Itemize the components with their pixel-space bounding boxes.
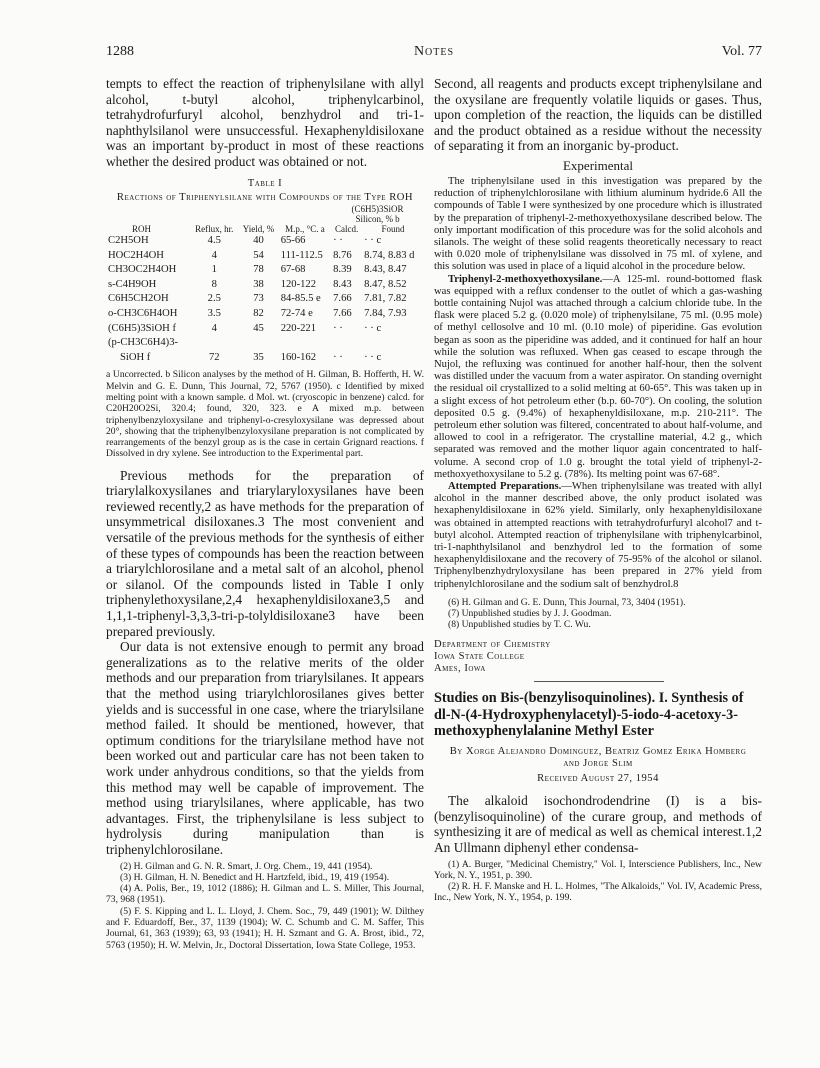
footnote: (7) Unpublished studies by J. J. Goodman. — [448, 608, 612, 620]
table-cell: C6H5CH2OH — [108, 293, 169, 305]
table-cell: 111-112.5 — [280, 249, 323, 261]
table-cell: o-CH3C6H4OH — [108, 307, 178, 319]
procedure-title: Triphenyl-2-methoxyethoxysilane. — [448, 273, 603, 285]
table-cell: 7.81, 7.82 — [364, 293, 407, 305]
table-body — [106, 234, 424, 365]
table-cell: 160-162 — [280, 351, 317, 363]
table-cell: · · — [333, 322, 343, 334]
table-cell: 8.39 — [333, 264, 352, 276]
affiliation-line: Ames, Iowa — [434, 663, 486, 675]
table-cell: 7.84, 7.93 — [364, 307, 407, 319]
table-cell: · · — [333, 234, 343, 246]
table-cell: 82 — [253, 307, 264, 319]
section-divider — [534, 681, 664, 682]
table-row — [106, 249, 424, 264]
table-cell — [362, 336, 424, 351]
table-cell: 38 — [253, 278, 264, 290]
table-cell: (C6H5)3SiOH f — [108, 322, 176, 334]
experimental-paragraph: The triphenylsilane used in this investigation was prepared by the reduction of triphenylchlorosilane with lithium aluminum hydride.6 All the compounds of Table I were synthesized by one procedure which is illustrated by the preparation of triphenyl-2-methoxyethoxysilane described below. The only important modification of this procedure was for the solid alcohols and silanols. The weight of these solid reagents theoretically necessary to react with 0.020 mole of triphenylsilane was dissolved in 75 ml. of xylene, and this solution was used in place of a liquid alcohol in the procedure below. — [434, 175, 762, 273]
footnote: (2) H. Gilman and G. N. R. Smart, J. Org. Chem., 19, 441 (1954). — [120, 860, 373, 872]
col-header: Found — [381, 223, 405, 234]
table-row — [106, 336, 424, 351]
footnote: (1) A. Burger, "Medicinal Chemistry," Vol. I, Interscience Publishers, Inc., New York, N. Y., 1951, p. 390. — [434, 858, 762, 881]
right-column — [434, 76, 762, 904]
table-row — [106, 292, 424, 307]
results-table — [106, 204, 424, 365]
footnote: (2) R. H. F. Manske and H. L. Holmes, "The Alkaloids," Vol. IV, Academic Press, Inc., New York, N. Y., 1954, p. 199. — [434, 881, 762, 904]
table-cell: 7.66 — [333, 293, 352, 305]
left-column — [106, 76, 424, 951]
table-cell: 4 — [211, 322, 217, 334]
table-cell — [279, 336, 331, 351]
page-header — [106, 44, 762, 62]
group-header: (C6H5)3SiOR — [351, 203, 404, 214]
table-notes: a Uncorrected. b Silicon analyses by the method of H. Gilman, B. Hofferth, H. W. Melvin and G. E. Dunn, This Journal, 72, 5767 (1950). c Identified by mixed melting point with a known sample. d Mol. wt. (cryoscopic in benzene) calcd. for C20H20O2Si, 320.4; found, 320, 323. e A mixed m.p. between triphenylbenzyloxysilane and triphenyl-o-cresyloxysilane was depressed about 20°, showing that the triphenylbenzyloxysilane preparation is not complicated by rearrangements of the benzyl group as is the case in certain Grignard reactions. f Dissolved in dry xylene. See introduction to the Experimental part. — [106, 369, 424, 460]
article-paragraph: The alkaloid isochondrodendrine (I) is a bis-(benzylisoquinoline) of the curare group, and methods of synthesizing it are of medical as well as chemical interest.1,2 An Ullmann diphenyl ether condensa- — [434, 793, 762, 855]
attempted-paragraph — [434, 481, 762, 591]
col-header: Calcd. — [335, 223, 359, 234]
footnote: (5) F. S. Kipping and L. L. Lloyd, J. Chem. Soc., 79, 449 (1901); W. Dilthey and F. Eduardoff, Ber., 37, 1139 (1904); W. C. Schumb and C. M. Saffer, This Journal, 61, 363 (1939); 63, 93 (1941); H. H. Szmant and G. A. Brost, ibid., 72, 5763 (1950); H. W. Melvin, Jr., Doctoral Dissertation, Iowa State College, 1953. — [106, 905, 424, 951]
table-cell: · · c — [364, 322, 382, 334]
attempted-text: —When triphenylsilane was treated with allyl alcohol in the manner described above, the only product isolated was hexaphenyldisiloxane in 62% yield. Similarly, only hexaphenyldisiloxane was obtained in attempted reactions with tetrahydrofurfuryl alcohol7 and t-butyl alcohol. Attempted reaction of triphenylsilane with triphenylcarbinol, tri-1-naphthylsilanol and benzhydrol led to the formation of some hexaphenyldisiloxane and the recovery of 75-95% of the alcohol or silanol. Triphenylbenzhydryloxysilane has been prepared in 27% yield from triphenylchlorosilane and the sodium salt of benzhydrol.8 — [434, 481, 762, 590]
left-footnotes — [106, 861, 424, 951]
table-cell: s-C4H9OH — [108, 278, 157, 290]
table-cell: 4.5 — [207, 234, 221, 246]
intro-paragraph: tempts to effect the reaction of triphenylsilane with allyl alcohol, t-butyl alcohol, triphenylcarbinol, tetrahydrofurfuryl alcohol, benzhydrol and tri-1-naphthylsilanol were unsuccessful. Hexaphenyldisiloxane was an important by-product in most of these reactions whether the desired product was obtained or not. — [106, 76, 424, 169]
right-footnotes — [434, 597, 762, 631]
procedure-text: —A 125-ml. round-bottomed flask was equipped with a reflux condenser to the outlet of which a gas-washing bottle containing Nujol was attached through a calcium chloride tube. In the flask were placed 5.2 g. (0.020 mole) of triphenylsilane, 75 ml. (0.95 mole) of methyl cellosolve and 10 ml. (0.10 mole) of piperidine. Gas evolution began as soon as the piperidine was added, and it continued for half an hour while the solution was refluxed. When gas ceased to escape through the Nujol, the refluxing was continued for another half-hour, then the solvent was distilled under the vacuum from a water aspirator. On standing overnight the residual oil crystallized to a solid melting at 60-65°. This was taken up in a slight excess of hot petroleum ether (b.p. 60-70°). On cooling, the solution deposited 0.5 g. (9.4%) of hexaphenyldisiloxane, m.p. 210-211°. The petroleum ether solution was filtered, concentrated to about half-volume, and allowed to cool in a refrigerator. The crystalline material, 4.2 g., which separated was removed and the mother liquor again concentrated to half-volume. A second crop of 1.0 g. brought the total yield of triphenyl-2-methoxyethoxysilane to 5.2 g. (78%). Its melting point was 67-68°. — [434, 273, 762, 480]
table-row — [106, 278, 424, 293]
footnote: (8) Unpublished studies by T. C. Wu. — [448, 619, 591, 631]
table-cell: 40 — [253, 234, 264, 246]
table-cell — [238, 336, 278, 351]
experimental-heading: Experimental — [562, 157, 634, 173]
footnote: (4) A. Polis, Ber., 19, 1012 (1886); H. Gilman and L. S. Miller, This Journal, 73, 968 (1951). — [106, 883, 424, 906]
authors: By Xorge Alejandro Dominguez, Beatriz Gomez Erika Homberg and Jorge Slim — [449, 745, 747, 769]
table-cell: 8.76 — [333, 249, 352, 261]
table-cell: · · c — [364, 234, 382, 246]
table-row — [106, 351, 424, 366]
table-row — [106, 307, 424, 322]
affiliation-line: Department of Chemistry — [434, 638, 551, 650]
data-paragraph: Our data is not extensive enough to permit any broad generalizations as to the relative merits of the older methods and our preparation from triarylsilanes. It appears that the method using triarylchlorosilanes gives better yields and is successful in one case, where the triarylsilane method failed. It should be mentioned, however, that optimum conditions for the triarylsilane method have not been worked out and particular care has not been taken to work under anhydrous conditions, so that the yields from this method may well be capable of improvement. The method using triarylsilanes, where applicable, has two advantages. First, the triphenylsilane is less subject to hydrolysis during manipulation than is triphenylchlorosilane. — [106, 639, 424, 857]
article-footnotes — [434, 859, 762, 904]
col-header: ROH — [132, 223, 152, 234]
table-cell: 8.43 — [333, 278, 352, 290]
table-cell: 72-74 e — [280, 307, 313, 319]
table-cell: 8.47, 8.52 — [364, 278, 407, 290]
article-title: Studies on Bis-(benzylisoquinolines). I. Synthesis of dl-N-(4-Hydroxyphenylacetyl)-5-iodo-4-acetoxy-3-methoxyphenylalanine Methyl Ester — [434, 690, 744, 740]
table-cell: 8.43, 8.47 — [364, 264, 407, 276]
volume-label: Vol. 77 — [721, 44, 762, 59]
col-header: Reflux, hr. — [195, 223, 234, 234]
table-cell: 1 — [211, 264, 217, 276]
table-cell: 45 — [253, 322, 264, 334]
table-cell: (p-CH3C6H4)3- — [108, 337, 179, 349]
table-cell: 35 — [253, 351, 264, 363]
col-header: M.p., °C. a — [285, 223, 325, 234]
table-cell: 8.74, 8.83 d — [364, 249, 415, 261]
table-cell: 67-68 — [280, 264, 306, 276]
footnote: (6) H. Gilman and G. E. Dunn, This Journal, 73, 3404 (1951). — [448, 596, 686, 608]
table-cell: 8 — [211, 278, 217, 290]
table-cell: · · c — [364, 351, 382, 363]
table-cell: 73 — [253, 293, 264, 305]
page-number: 1288 — [106, 44, 134, 59]
table-cell: 3.5 — [207, 307, 221, 319]
received-date: Received August 27, 1954 — [537, 773, 659, 784]
table-cell: · · — [333, 351, 343, 363]
table-row — [106, 234, 424, 249]
table-cell: 72 — [208, 351, 220, 363]
continued-paragraph: Second, all reagents and products except triphenylsilane and the oxysilane are frequently volatile liquids or gases. Thus, upon completion of the reaction, the liquids can be distilled and the product obtained as a residue without the necessity of separating it from an inorganic by-product. — [434, 76, 762, 154]
table-cell: C2H5OH — [108, 234, 149, 246]
table-row — [106, 322, 424, 337]
previous-methods-paragraph: Previous methods for the preparation of triarylalkoxysilanes and triarylaryloxysilanes have been reviewed recently,2 as have methods for the preparation of unsymmetrical disiloxanes.3 The most convenient and versatile of the previous methods for the synthesis of either of these types of compounds has been the reaction between a triarylchlorosilane and a metal salt of an alcohol, phenol or silanol. Of the compounds listed in Table I only triphenylethoxysilane,2,4 hexaphenyldisiloxane3,5 and 1,1,1-triphenyl-3,3,3-tri-p-tolyldisiloxane3 have been prepared previously. — [106, 467, 424, 639]
table-cell: 65-66 — [280, 234, 306, 246]
table-row — [106, 263, 424, 278]
table-label: Table I — [247, 177, 283, 189]
running-title: Notes — [413, 44, 455, 59]
table-cell: CH3OC2H4OH — [108, 264, 177, 276]
table-cell: 2.5 — [207, 293, 221, 305]
table-caption: Reactions of Triphenylsilane with Compounds of the Type ROH — [116, 191, 414, 203]
affiliation — [434, 639, 762, 676]
table-cell — [331, 336, 362, 351]
table-cell: 84-85.5 e — [280, 293, 321, 305]
attempted-title: Attempted Preparations. — [448, 481, 562, 493]
table-cell: 4 — [211, 249, 217, 261]
affiliation-line: Iowa State College — [434, 650, 525, 662]
table-cell: 78 — [253, 264, 264, 276]
table-header-row — [106, 224, 424, 234]
table-cell: 120-122 — [280, 278, 317, 290]
table-cell: 54 — [253, 249, 264, 261]
table-cell: SiOH f — [120, 351, 151, 363]
sub-group-header: Silicon, % b — [355, 213, 400, 224]
table-cell: HOC2H4OH — [108, 249, 164, 261]
procedure-paragraph — [434, 274, 762, 481]
table-cell — [190, 336, 238, 351]
table-cell: 7.66 — [333, 307, 352, 319]
table-cell: 220-221 — [280, 322, 317, 334]
footnote: (3) H. Gilman, H. N. Benedict and H. Hartzfeld, ibid., 19, 419 (1954). — [120, 871, 390, 883]
col-header: Yield, % — [242, 223, 275, 234]
